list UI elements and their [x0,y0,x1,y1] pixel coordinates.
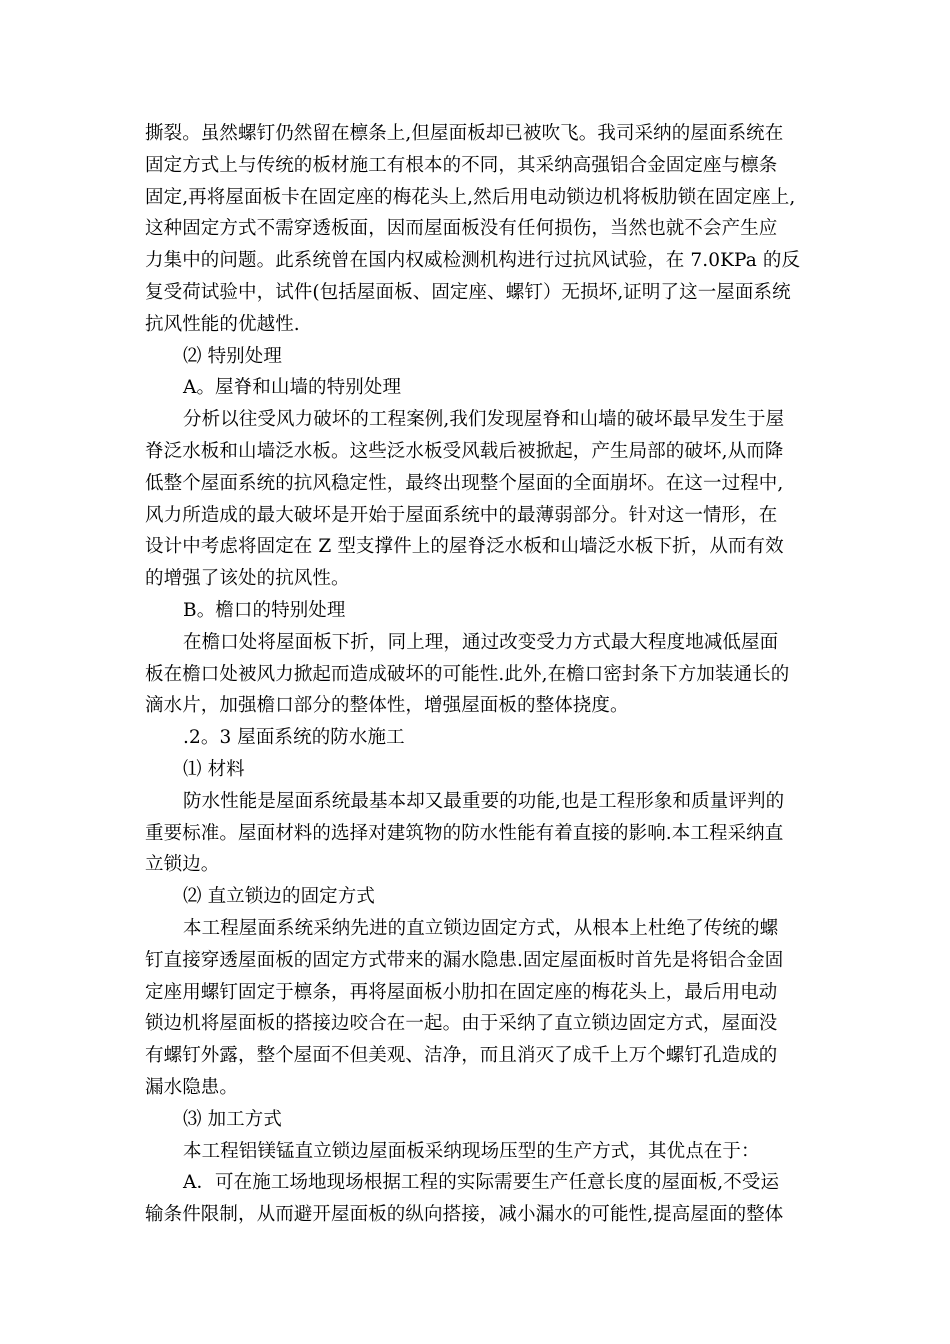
text-line: 固定,再将屋面板卡在固定座的梅花头上,然后用电动锁边机将板肋锁在固定座上, [145,186,796,208]
text-line: 漏水隐患。 [145,1076,239,1098]
text-line: 定座用螺钉固定于檩条，再将屋面板小肋扣在固定座的梅花头上，最后用电动 [145,981,778,1003]
text-line: A。屋脊和山墙的特别处理 [183,377,402,399]
text-line: 滴水片，加强檐口部分的整体性，增强屋面板的整体挠度。 [145,695,629,717]
text-line: 的增强了该处的抗风性。 [145,568,350,590]
text-line: 有螺钉外露，整个屋面不但美观、洁净，而且消灭了成千上万个螺钉孔造成的 [145,1045,778,1067]
text-line: 低整个屋面系统的抗风稳定性，最终出现整个屋面的全面崩坏。在这一过程中, [145,472,784,494]
text-line: .2。3 屋面系统的防水施工 [183,727,405,749]
text-line: 风力所造成的最大破坏是开始于屋面系统中的最薄弱部分。针对这一情形，在 [145,504,778,526]
text-line: 设计中考虑将固定在 Z 型支撑件上的屋脊泛水板和山墙泛水板下折，从而有效 [145,536,784,558]
text-line: 抗风性能的优越性. [145,313,300,335]
text-line: ⑵ 直立锁边的固定方式 [183,886,375,908]
text-line: 钉直接穿透屋面板的固定方式带来的漏水隐患.固定屋面板时首先是将铝合金固 [145,949,784,971]
text-line: 力集中的问题。此系统曾在国内权威检测机构进行过抗风试验，在 7.0KPa 的反 [145,250,801,272]
text-line: 锁边机将屋面板的搭接边咬合在一起。由于采纳了直立锁边固定方式，屋面没 [145,1013,778,1035]
text-line: 重要标准。屋面材料的选择对建筑物的防水性能有着直接的影响.本工程采纳直 [145,822,784,844]
text-line: 本工程铝镁锰直立锁边屋面板采纳现场压型的生产方式，其优点在于： [183,1140,760,1162]
text-line: B。檐口的特别处理 [183,599,346,621]
text-line: ⑵ 特别处理 [183,345,282,367]
text-line: 立锁边。 [145,854,220,876]
text-line: 输条件限制，从而避开屋面板的纵向搭接，减小漏水的可能性,提高屋面的整体 [145,1204,784,1226]
text-line: 复受荷试验中，试件(包括屋面板、固定座、螺钉）无损坏,证明了这一屋面系统 [145,281,791,303]
text-line: 固定方式上与传统的板材施工有根本的不同，其采纳高强铝合金固定座与檩条 [145,154,778,176]
text-line: 撕裂。虽然螺钉仍然留在檩条上,但屋面板却已被吹飞。我司采纳的屋面系统在 [145,123,784,144]
text-line: 这种固定方式不需穿透板面，因而屋面板没有任何损伤，当然也就不会产生应 [145,218,778,240]
text-line: 分析以往受风力破坏的工程案例,我们发现屋脊和山墙的破坏最早发生于屋 [183,409,785,431]
text-line: ⑶ 加工方式 [183,1108,282,1130]
text-line: 在檐口处将屋面板下折，同上理，通过改变受力方式最大程度地减低屋面 [183,631,779,653]
text-line: 防水性能是屋面系统最基本却又最重要的功能,也是工程形象和质量评判的 [183,790,785,812]
document-body [145,118,810,1231]
text-line: A．可在施工场地现场根据工程的实际需要生产任意长度的屋面板,不受运 [183,1172,780,1194]
text-line: 本工程屋面系统采纳先进的直立锁边固定方式，从根本上杜绝了传统的螺 [183,917,779,939]
text-line: 脊泛水板和山墙泛水板。这些泛水板受风载后被掀起，产生局部的破坏,从而降 [145,440,784,462]
text-line: 板在檐口处被风力掀起而造成破坏的可能性.此外,在檐口密封条下方加装通长的 [145,663,790,685]
text-line: ⑴ 材料 [183,758,245,780]
